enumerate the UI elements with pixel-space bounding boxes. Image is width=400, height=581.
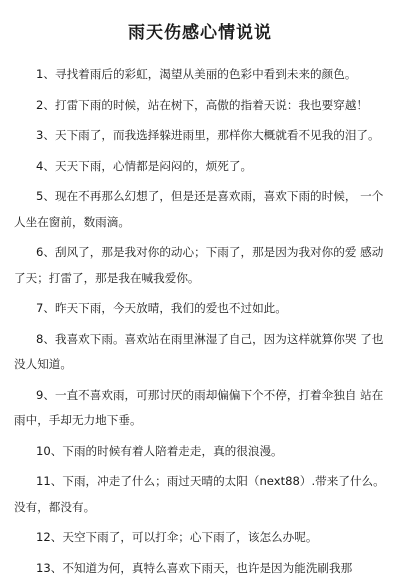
- paragraph-1: 1、寻找着雨后的彩虹，渴望从美丽的色彩中看到未来的颜色。: [14, 62, 386, 88]
- paragraph-9: 9、一直不喜欢雨，可那讨厌的雨却偏偏下个不停，打着伞独自 站在雨中，手却无力地下垂。: [14, 383, 386, 434]
- paragraph-10: 10、下雨的时候有着人陪着走走，真的很浪漫。: [14, 439, 386, 465]
- paragraph-12: 12、天空下雨了，可以打伞；心下雨了，该怎么办呢。: [14, 525, 386, 551]
- paragraph-2: 2、打雷下雨的时候，站在树下，高傲的指着天说：我也要穿越！: [14, 93, 386, 119]
- paragraph-3: 3、天下雨了，而我选择躲进雨里，那样你大概就看不见我的泪了。: [14, 123, 386, 149]
- paragraph-8: 8、我喜欢下雨。喜欢站在雨里淋湿了自己，因为这样就算你哭 了也没人知道。: [14, 327, 386, 378]
- paragraph-4: 4、天天下雨，心情都是闷闷的，烦死了。: [14, 154, 386, 180]
- paragraph-7: 7、昨天下雨，今天放晴，我们的爱也不过如此。: [14, 296, 386, 322]
- article-body: [14, 62, 386, 581]
- page-title: 雨天伤感心情说说: [14, 22, 386, 44]
- paragraph-6: 6、刮风了，那是我对你的动心；下雨了，那是因为我对你的爱 感动了天；打雷了，那是我在喊我爱你。: [14, 240, 386, 291]
- paragraph-13: 13、不知道为何，真特么喜欢下雨天，也许是因为能洗刷我那: [14, 556, 386, 581]
- paragraph-5: 5、现在不再那么幻想了，但是还是喜欢雨，喜欢下雨的时候， 一个人坐在窗前，数雨滴。: [14, 184, 386, 235]
- paragraph-11: 11、下雨，冲走了什么；雨过天晴的太阳（next88）.带来了什么。没有，都没有。: [14, 469, 386, 520]
